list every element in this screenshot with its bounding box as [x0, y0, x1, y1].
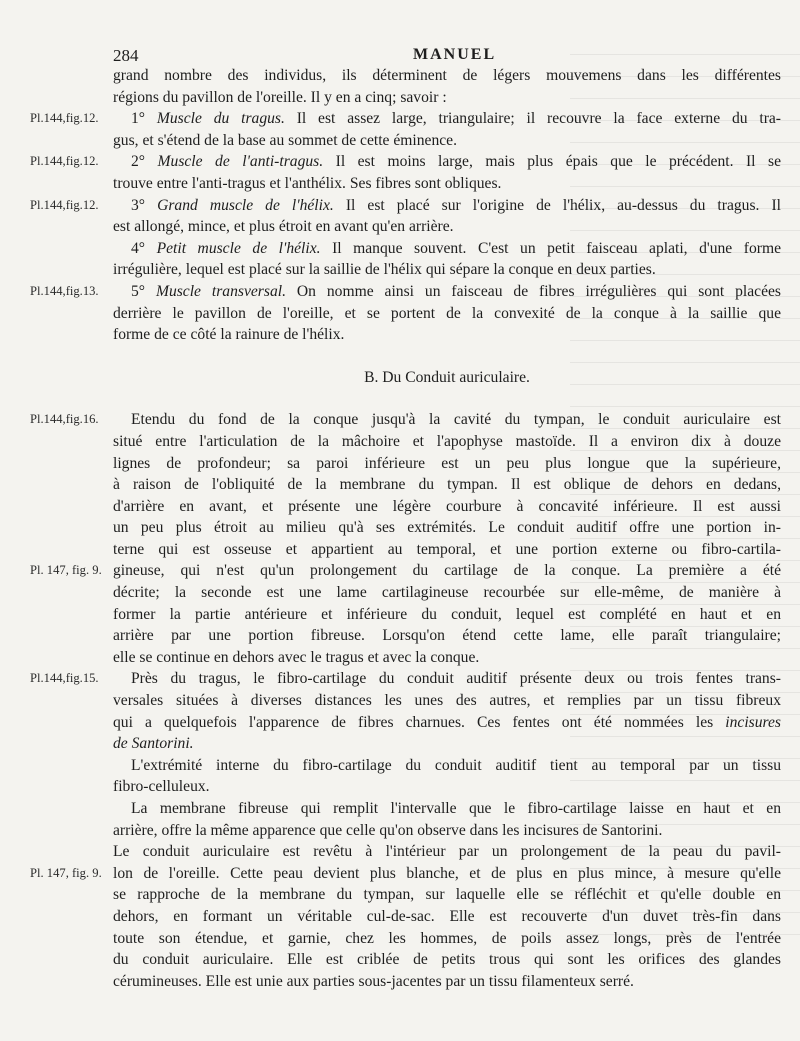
paragraph — [113, 798, 781, 841]
paragraph — [113, 65, 781, 108]
text-line: arrière par une portion fibreuse. Lorsqu'on étend cette lame, elle paraît triangulaire; — [113, 627, 781, 645]
section-heading: B. Du Conduit auriculaire. — [364, 368, 530, 386]
plate-reference: Pl. 147, fig. 9. — [30, 866, 102, 881]
text-line: d'arrière en avant, et présente une légère courbure à concavité inférieure. Il est aussi — [113, 497, 781, 515]
paragraph — [113, 755, 781, 798]
text-line: 5° Muscle transversal. On nomme ainsi un faisceau de fibres irrégulières qui sont placées — [131, 282, 781, 300]
muscle-item — [0, 238, 800, 281]
plate-reference: Pl.144,fig.16. — [30, 412, 99, 427]
text-line: arrière, offre la même apparence que celle qu'on observe dans les incisures de Santorini. — [113, 821, 663, 839]
text-line: est allongé, mince, et plus étroit en avant qu'en arrière. — [113, 218, 454, 236]
text-line: trouve entre l'anti-tragus et l'anthélix. Ses fibres sont obliques. — [113, 174, 502, 192]
text-line: 2° Muscle de l'anti-tragus. Il est moins large, mais plus épais que le précédent. Il se — [131, 153, 781, 171]
plate-reference: Pl. 147, fig. 9. — [30, 563, 102, 578]
text-line: versales situées à diverses distances les unes des autres, et remplies par un tissu fibreux — [113, 692, 781, 710]
text-line: décrite; la seconde est une lame cartilagineuse recourbée sur elle-même, de manière à — [113, 584, 781, 602]
text-line: former la partie antérieure et inférieure du conduit, lequel est complété en haut et en — [113, 605, 781, 623]
text-line: lon de l'oreille. Cette peau devient plus blanche, et de plus en plus mince, à mesure qu'elle — [113, 864, 781, 882]
text-line: toute son étendue, et garnie, chez les hommes, de poils assez longs, près de l'entrée — [113, 929, 781, 947]
plate-reference: Pl.144,fig.13. — [30, 283, 99, 298]
text-line: 1° Muscle du tragus. Il est assez large, triangulaire; il recouvre la face externe du tra- — [131, 110, 781, 128]
text-line: 4° Petit muscle de l'hélix. Il manque souvent. C'est un petit faisceau aplati, d'une forme — [131, 239, 782, 257]
plate-reference: Pl.144,fig.12. — [30, 154, 99, 169]
text-line: de Santorini. — [113, 735, 194, 753]
muscle-item — [0, 151, 800, 194]
text-line: terne qui est osseuse et appartient au temporal, et une portion externe ou fibro-cartila- — [113, 540, 781, 558]
paragraph — [0, 841, 800, 992]
text-line: gus, et s'étend de la base au sommet de cette éminence. — [113, 131, 458, 149]
plate-reference: Pl.144,fig.12. — [30, 111, 99, 126]
page-body — [0, 65, 800, 992]
text-line: Le conduit auriculaire est revêtu à l'intérieur par un prolongement de la peau du pavil- — [113, 843, 781, 861]
text-line: dehors, en formant un véritable cul-de-sac. Elle est recouverte d'un duvet très-fin dans — [113, 907, 781, 925]
text-line: cérumineuses. Elle est unie aux parties sous-jacentes par un tissu filamenteux serré. — [113, 972, 634, 990]
text-line: L'extrémité interne du fibro-cartilage du conduit auditif tient au temporal par un tissu — [131, 756, 781, 774]
paragraph — [0, 668, 800, 754]
muscle-item — [0, 195, 800, 238]
text-line: un peu plus étroit au milieu qu'à ses extrémités. Le conduit auditif offre une portion in- — [113, 519, 781, 537]
text-line: irrégulière, lequel est placé sur la saillie de l'hélix qui sépare la conque en deux parties. — [113, 261, 656, 279]
text-line: La membrane fibreuse qui remplit l'intervalle que le fibro-cartilage laisse en haut et en — [131, 800, 781, 817]
plate-reference: Pl.144,fig.15. — [30, 671, 99, 686]
text-line: derrière le pavillon de l'oreille, et se portent de la convexité de la conque à la saillie que — [113, 304, 781, 322]
page-number: 284 — [113, 46, 139, 65]
text-line: se rapproche de la membrane du tympan, sur laquelle elle se réfléchit et qu'elle double en — [113, 886, 781, 904]
text-line: Près du tragus, le fibro-cartilage du conduit auditif présente deux ou trois fentes trans- — [131, 670, 781, 688]
paragraph — [0, 409, 800, 668]
page-header — [113, 44, 781, 66]
text-line: elle se continue en dehors avec le tragus et avec la conque. — [113, 648, 480, 666]
text-line: Etendu du fond de la conque jusqu'à la cavité du tympan, le conduit auriculaire est — [131, 411, 781, 429]
text-line: régions du pavillon de l'oreille. Il y en a cinq; savoir : — [113, 88, 447, 106]
text-line: lignes de profondeur; sa paroi inférieure est un peu plus longue que la supérieure, — [113, 454, 781, 472]
muscle-item — [0, 281, 800, 346]
text-line: du conduit auriculaire. Elle est criblée de petits trous qui sont les orifices des glandes — [113, 951, 781, 969]
text-line: gineuse, qui n'est qu'un prolongement du cartilage de la conque. La première a été — [113, 562, 781, 580]
text-line: fibro-celluleux. — [113, 778, 210, 796]
text-line: situé entre l'articulation de la mâchoire et l'apophyse mastoïde. Il a environ dix à douze — [113, 432, 781, 450]
text-line: qui a quelquefois l'apparence de fibres charnues. Ces fentes ont été nommées les incisures — [113, 713, 781, 731]
muscle-item — [0, 108, 800, 151]
text-line: grand nombre des individus, ils déterminent de légers mouvemens dans les différentes — [113, 67, 781, 84]
plate-reference: Pl.144,fig.12. — [30, 197, 99, 212]
text-line: forme de ce côté la rainure de l'hélix. — [113, 326, 345, 344]
text-line: à raison de l'obliquité de la membrane du tympan. Il est oblique de dehors en dedans, — [113, 476, 781, 494]
running-title: MANUEL — [413, 46, 497, 63]
text-line: 3° Grand muscle de l'hélix. Il est placé sur l'origine de l'hélix, au-dessus du tragus. Il — [131, 196, 781, 214]
